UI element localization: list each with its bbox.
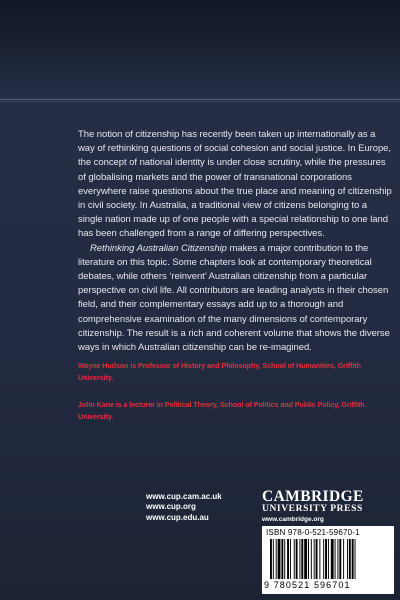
publisher-website: www.cambridge.org: [262, 516, 324, 523]
divider-rule-shadow: [0, 101, 400, 102]
blurb: [78, 128, 394, 355]
publisher-urls: [146, 492, 222, 523]
publisher-name: CAMBRIDGE: [262, 488, 364, 505]
isbn-label: ISBN 978-0-521-59670-1: [266, 528, 360, 537]
blurb-paragraph-2: [78, 242, 394, 356]
publisher-logo: [262, 489, 394, 524]
author-bio-hudson: Wayne Hudson is Professor of History and Philosophy, School of Humanities, Griffith University.: [78, 361, 361, 383]
book-title: Rethinking Australian Citizenship: [90, 242, 227, 254]
blurb-paragraph-1: The notion of citizenship has recently been taken up internationally as a way of rethinking questions of social cohesion and social justice. In Europe, the concept of national identity is under close scrutiny, while the pressures of globalising markets and the power of transnational corporations everywhere raise questions about the true place and meaning of citizenship in civil society. In Australia, a traditional view of citizens belonging to a single nation made up of one people with a special relationship to one land has been challenged from a range of differing perspectives.: [78, 129, 392, 240]
divider-rule: [0, 99, 400, 100]
url-au: www.cup.edu.au: [146, 512, 209, 522]
barcode-icon: [268, 539, 388, 579]
top-band: [0, 0, 400, 100]
url-org: www.cup.org: [146, 502, 196, 512]
blurb-paragraph-2-text: makes a major contribution to the literature on this topic. Some chapters look at contemporary theoretical debates, while others ‘reinvent’ Australian citizenship from a particular perspective on civil life. All contributors are leading analysts in their chosen field, and their complementary essays add up to a thorough and comprehensive examination of the many dimensions of contemporary citizenship. The result is a rich and coherent volume that shows the diverse ways in which Australian citizenship can be re-imagined.: [78, 242, 390, 354]
url-cam: www.cup.cam.ac.uk: [146, 492, 222, 501]
barcode-digits: 9 780521 596701: [264, 580, 351, 590]
author-bio-kane: John Kane is a lecturer in Political Theory, School of Politics and Public Policy, Griffith University.: [78, 400, 365, 422]
publisher-press: UNIVERSITY PRESS: [262, 504, 363, 514]
barcode-panel: [262, 526, 394, 594]
